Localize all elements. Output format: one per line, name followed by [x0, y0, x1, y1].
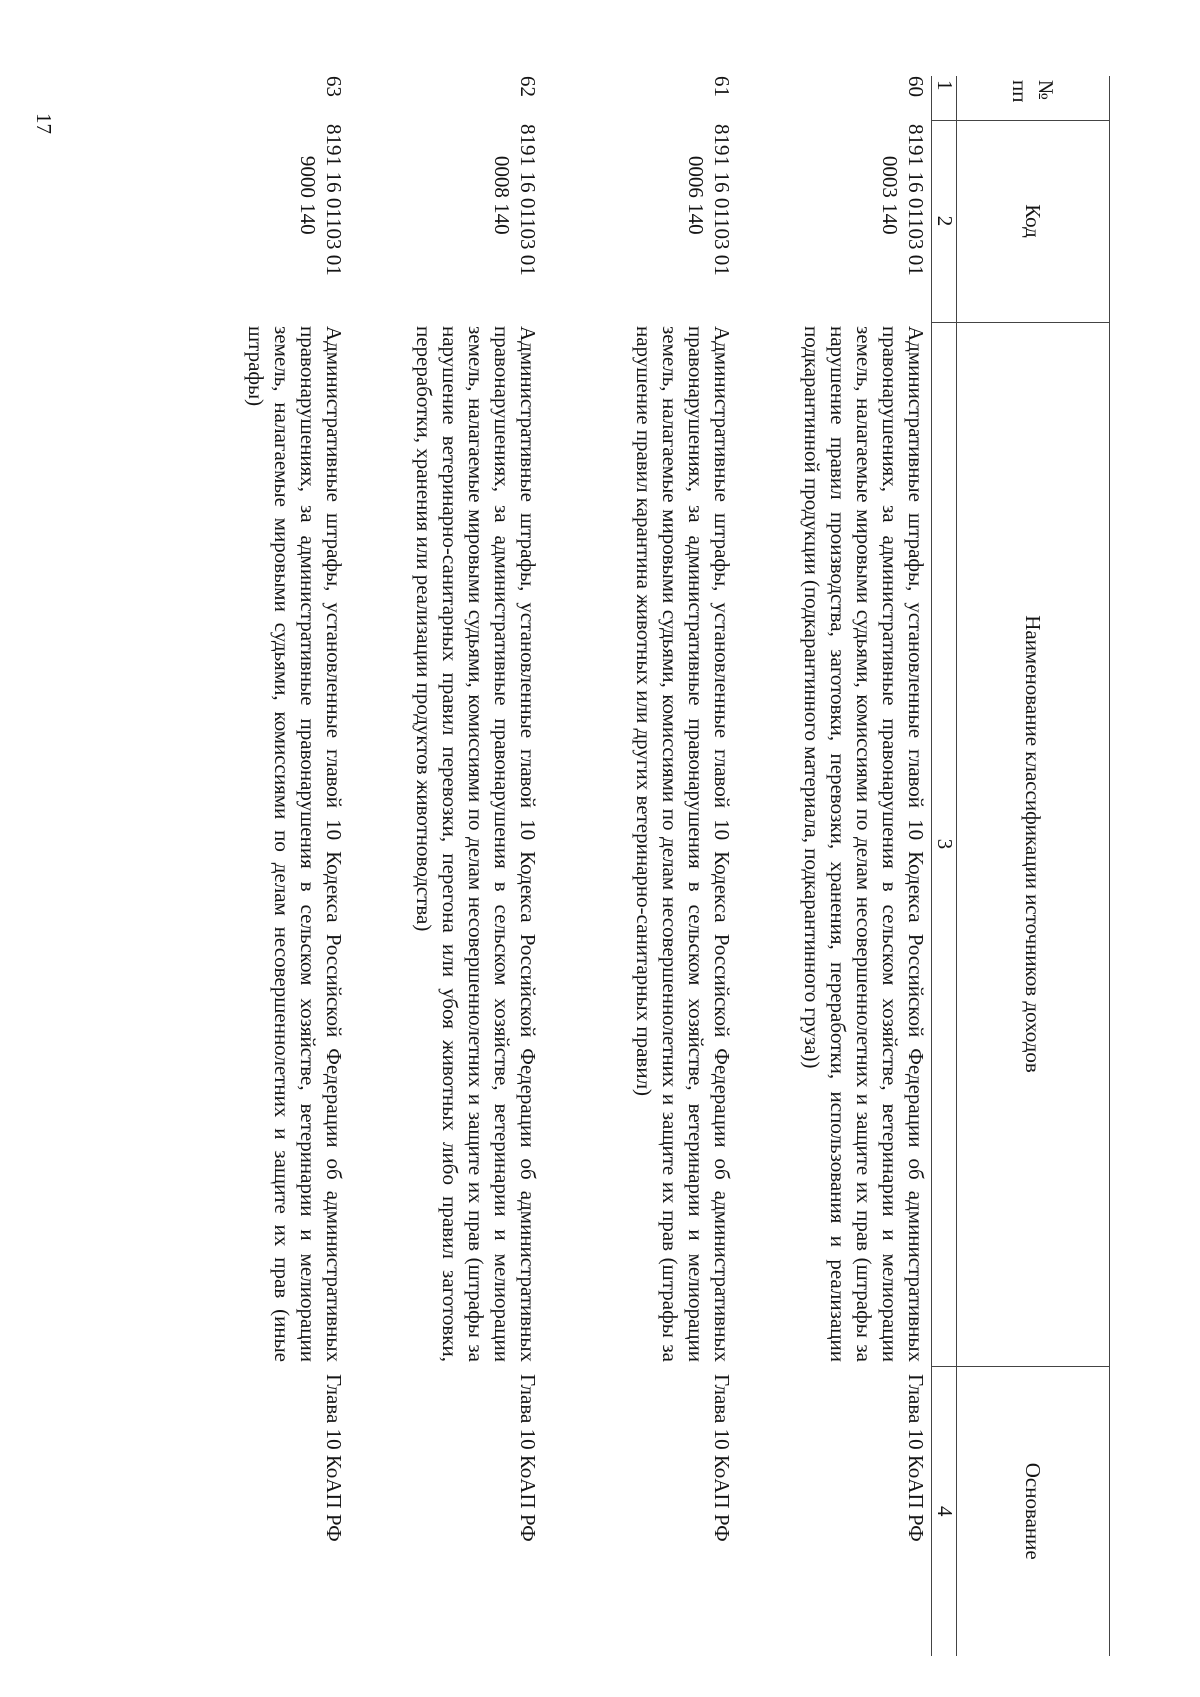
- revenue-classification-table: [210, 76, 1111, 1656]
- row-admin-code: 819: [322, 124, 347, 156]
- row-name: Административные штрафы, установленные главой 10 Кодекса Российской Федерации об административных правонарушениях, за административные правонарушения в сельском хозяйстве, ветеринарии и мелиорации земель, налагаемые мировыми судьями, комиссиями по делам несовершеннолетних и защите их прав (штрафы за нарушение ветеринарно-санитарных правил перевозки, перегона или убоя животных либо правил заготовки, переработки, хранения или реализации продуктов животноводства): [412, 326, 541, 1362]
- header-num: № пп: [957, 76, 1110, 120]
- page-number: 17: [32, 113, 56, 134]
- index-col-4: 4: [932, 1366, 957, 1656]
- row-basis: Глава 10 КоАП РФ: [322, 1374, 347, 1542]
- row-basis: Глава 10 КоАП РФ: [904, 1374, 928, 1542]
- row-code-cell: [544, 120, 738, 322]
- index-col-2: 2: [932, 120, 957, 322]
- header-code: Код: [957, 120, 1110, 322]
- header-name: Наименование классификации источников доходов: [957, 322, 1110, 1366]
- header-basis: Основание: [957, 1366, 1110, 1656]
- row-number: 63: [322, 76, 347, 97]
- row-admin-code: 819: [710, 124, 735, 156]
- row-number: 61: [710, 76, 735, 97]
- row-code: 1 16 01103 01 0003 140: [877, 155, 928, 276]
- row-basis: Глава 10 КоАП РФ: [710, 1374, 735, 1542]
- table-row: [350, 76, 544, 1656]
- row-admin-code: 819: [904, 124, 928, 156]
- revenue-classification-table-rotated: [160, 76, 1110, 1656]
- row-number: 62: [516, 76, 541, 97]
- table-header-row: [957, 76, 1110, 1656]
- index-col-3: 3: [932, 322, 957, 1366]
- table-index-row: [932, 76, 957, 1656]
- row-name: Административные штрафы, установленные главой 10 Кодекса Российской Федерации об административных правонарушениях, за административные правонарушения в сельском хозяйстве, ветеринарии и мелиорации земель, налагаемые мировыми судьями, комиссиями по делам несовершеннолетних и защите их прав (штрафы за нарушение правил производства, заготовки, перевозки, хранения, переработки, использования и реализации подкарантинной продукции (подкарантинного материала, подкарантинного груза)): [799, 326, 928, 1362]
- row-code: 1 16 01103 01 0006 140: [684, 155, 735, 276]
- table-row: [210, 76, 350, 1656]
- row-code-cell: [210, 120, 350, 322]
- row-code: 1 16 01103 01 0008 140: [490, 155, 541, 276]
- index-col-1: 1: [932, 76, 957, 120]
- row-admin-code: 819: [516, 124, 541, 156]
- row-number: 60: [904, 76, 928, 97]
- row-code-cell: [738, 120, 932, 322]
- row-code: 1 16 01103 01 9000 140: [296, 155, 347, 276]
- row-code-cell: [350, 120, 544, 322]
- table-row: [738, 76, 932, 1656]
- row-name: Административные штрафы, установленные главой 10 Кодекса Российской Федерации об административных правонарушениях, за административные правонарушения в сельском хозяйстве, ветеринарии и мелиорации земель, налагаемые мировыми судьями, комиссиями по делам несовершеннолетних и защите их прав (иные штрафы): [244, 326, 347, 1362]
- row-name: Административные штрафы, установленные главой 10 Кодекса Российской Федерации об административных правонарушениях, за административные правонарушения в сельском хозяйстве, ветеринарии и мелиорации земель, налагаемые мировыми судьями, комиссиями по делам несовершеннолетних и защите их прав (штрафы за нарушение правил карантина животных или других ветеринарно-санитарных правил): [632, 326, 735, 1362]
- row-basis: Глава 10 КоАП РФ: [516, 1374, 541, 1542]
- table-row: [544, 76, 738, 1656]
